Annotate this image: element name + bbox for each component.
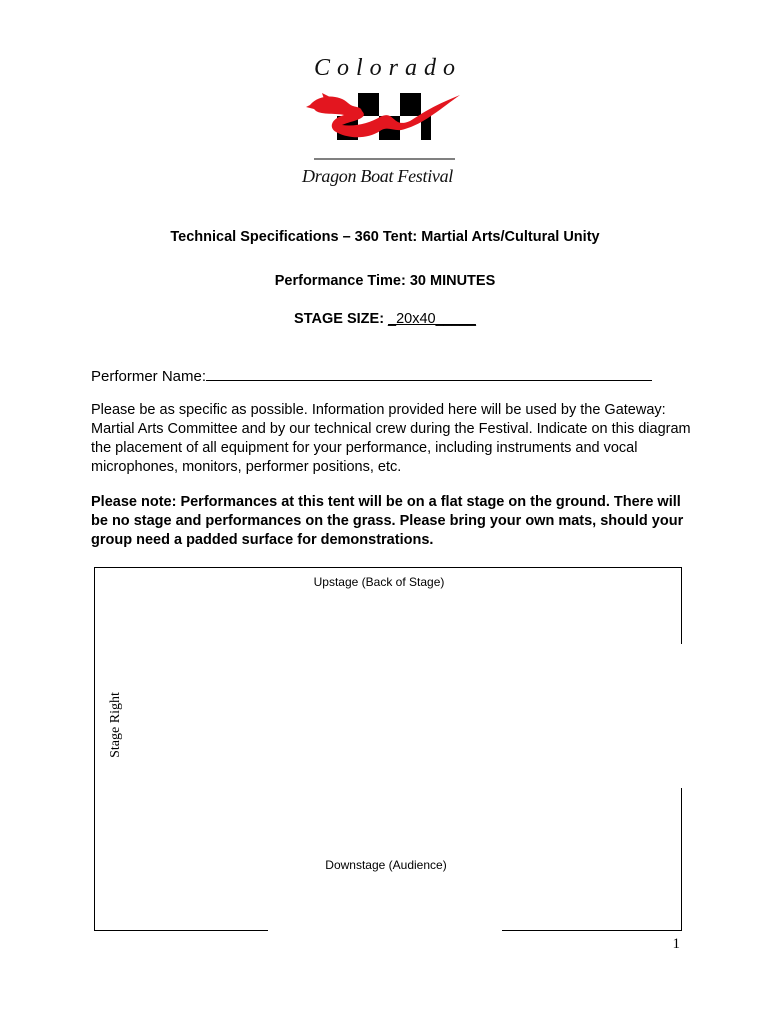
performance-time: Performance Time: 30 MINUTES bbox=[274, 273, 496, 289]
page-number: 1 bbox=[672, 936, 680, 952]
instructions-paragraph: Please be as specific as possible. Information provided here will be used by the Gateway: Martial Arts Committee and by our technical crew during the Festival. Indicate on this diagram the placement of all equipment for your performance, including instruments and vocal microphones, monitors, performer positions, etc. bbox=[91, 402, 691, 475]
upstage-label: Upstage (Back of Stage) bbox=[313, 575, 445, 589]
diagram-top-border bbox=[94, 567, 682, 568]
diagram-bottom-border-right bbox=[502, 930, 682, 931]
stage-diagram[interactable] bbox=[94, 567, 682, 931]
stage-size-value: _20x40_____ bbox=[388, 311, 476, 327]
diagram-left-border bbox=[94, 567, 95, 931]
stage-size: STAGE SIZE: _20x40_____ bbox=[294, 311, 476, 327]
page-title: Technical Specifications – 360 Tent: Martial Arts/Cultural Unity bbox=[170, 229, 600, 245]
dragon-checker-icon bbox=[300, 85, 470, 165]
performer-name-field[interactable] bbox=[206, 366, 652, 381]
logo-top-text: Colorado bbox=[314, 55, 463, 81]
downstage-label: Downstage (Audience) bbox=[325, 858, 447, 872]
performer-name-label: Performer Name: bbox=[91, 368, 207, 385]
performer-name-row bbox=[91, 366, 652, 385]
stage-size-label: STAGE SIZE bbox=[294, 311, 380, 327]
stage-right-label: Stage Right bbox=[108, 692, 123, 758]
diagram-bottom-border-left bbox=[94, 930, 268, 931]
diagram-right-border-upper bbox=[681, 567, 682, 644]
festival-logo bbox=[300, 55, 470, 200]
note-paragraph: Please note: Performances at this tent will be on a flat stage on the ground. There will be no stage and performances on the grass. Please bring your own mats, should your group need a padded surface for demonstrations. bbox=[91, 494, 684, 548]
diagram-right-border-lower bbox=[681, 788, 682, 931]
logo-bottom-text: Dragon Boat Festival bbox=[302, 166, 453, 186]
